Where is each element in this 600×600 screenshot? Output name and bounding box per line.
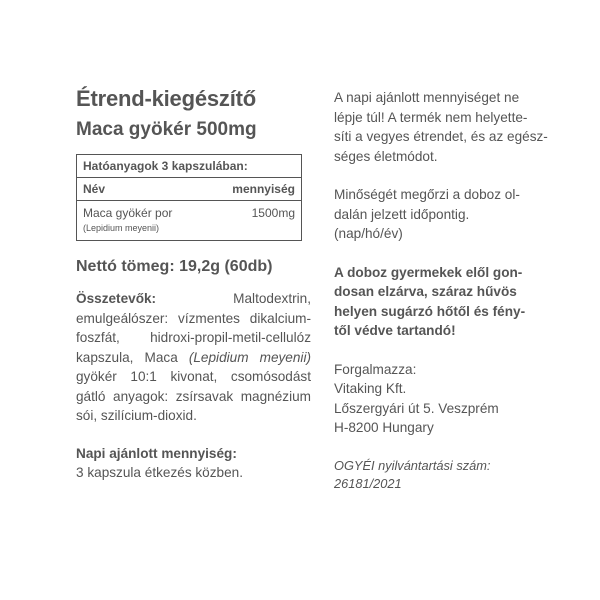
ingredients-latin: (Lepidium meyenii) [188,349,311,365]
ingredients-text-1: Maltodextrin, emulgeálószer: vízmentes dikalcium-foszfát, hidroxi-propil-metil-cellulóz kapszula, Maca [76,291,311,365]
distributor-line: H-8200 Hungary [334,420,434,435]
distributor-line: Forgalmazza: [334,361,417,377]
active-ingredients-table [76,154,302,241]
table-row [77,201,301,240]
registration-line: 26181/2021 [334,475,402,491]
item-amount: 1500mg [251,206,295,220]
children-warning-line: A doboz gyermekek elől gon- [334,264,523,280]
item-name: Maca gyökér por [83,206,173,220]
product-type-title: Étrend-kiegészítő [76,86,256,111]
storage-line: Minőségét megőrzi a doboz ol- [334,187,520,202]
registration-line: OGYÉI nyilvántartási szám: [334,457,491,473]
table-header: Hatóanyagok 3 kapszulában: [77,155,301,178]
distributor-paragraph [334,360,574,438]
daily-dose-label: Napi ajánlott mennyiség: [76,445,237,461]
children-warning-line: től védve tartandó! [334,323,456,338]
warning-line: séges életmódot. [334,148,438,164]
table-column-headers [77,178,301,201]
ingredients-text-2: gyökér 10:1 kivonat, csomósodást gátló anyagok: zsírsavak magnézium sói, szilícium-dioxid. [76,369,311,423]
distributor-line: Vitaking Kft. [334,381,407,396]
distributor-line: Lőszergyári út 5. Veszprém [334,400,499,416]
children-warning-line: dosan elzárva, száraz hűvös [334,284,517,299]
storage-line: (nap/hó/év) [334,226,403,241]
ingredients-paragraph [76,289,311,426]
children-warning-paragraph [334,263,574,341]
storage-paragraph [334,185,574,244]
warning-line: síti a vegyes étrendet, és az egész- [334,129,548,144]
children-warning-line: helyen sugárzó hőtől és fény- [334,303,526,319]
column-name-header: Név [83,182,106,196]
column-amount-header: mennyiség [232,182,295,196]
net-weight: Nettó tömeg: 19,2g (60db) [76,258,273,275]
daily-dose [76,444,311,483]
registration-paragraph [334,457,574,493]
item-latin-name: (Lepidium meyenii) [83,223,160,233]
warning-paragraph [334,88,574,166]
storage-line: dalán jelzett időpontig. [334,206,470,222]
ingredients-label: Összetevők: [76,291,157,306]
warning-line: A napi ajánlott mennyiséget ne [334,90,520,105]
right-column [334,88,574,493]
daily-dose-text: 3 kapszula étkezés közben. [76,465,244,480]
warning-line: lépje túl! A termék nem helyette- [334,109,528,125]
product-name-title: Maca gyökér 500mg [76,119,257,140]
left-column [76,86,311,483]
